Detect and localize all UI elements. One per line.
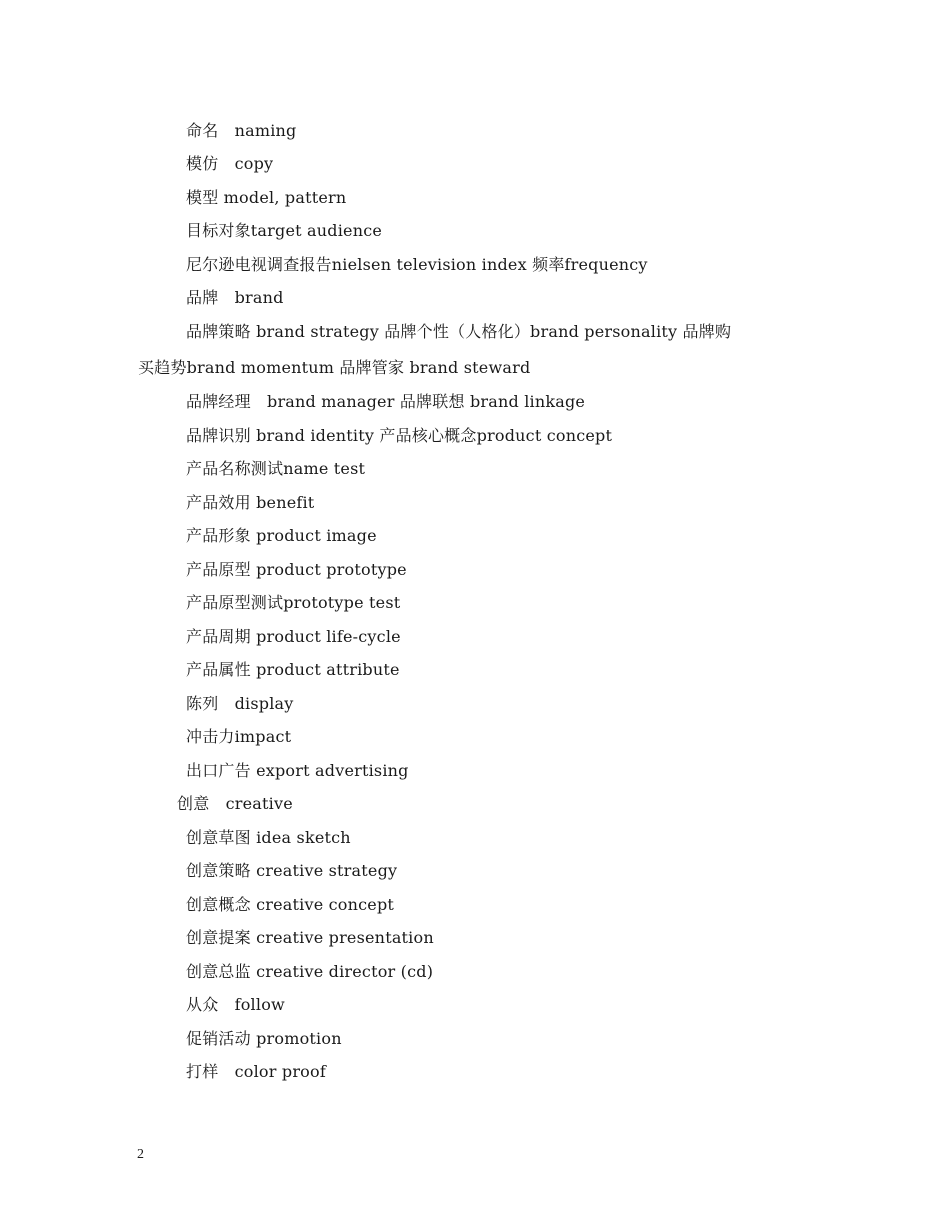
- glossary-entry: 目标对象target audience: [186, 221, 383, 240]
- page-number: 2: [137, 1147, 144, 1162]
- glossary-entry: 产品原型测试prototype test: [186, 593, 401, 612]
- glossary-entry: 产品形象 product image: [186, 526, 377, 545]
- glossary-entry: 品牌经理 brand manager 品牌联想 brand linkage: [186, 392, 586, 411]
- glossary-entry: 品牌 brand: [186, 288, 284, 307]
- glossary-entry: 创意概念 creative concept: [186, 895, 395, 914]
- glossary-entry: 创意策略 creative strategy: [186, 861, 398, 880]
- glossary-entry: 出口广告 export advertising: [186, 761, 409, 780]
- glossary-entry: 模仿 copy: [186, 154, 274, 173]
- glossary-entry: 品牌策略 brand strategy 品牌个性（人格化）brand personality 品牌购: [186, 322, 732, 341]
- glossary-entry: 产品属性 product attribute: [186, 660, 400, 679]
- glossary-entry: 命名 naming: [186, 121, 297, 140]
- glossary-entry: 模型 model, pattern: [186, 188, 347, 207]
- glossary-entry: 冲击力impact: [186, 727, 292, 746]
- glossary-entry: 产品名称测试name test: [186, 459, 366, 478]
- glossary-entry: 从众 follow: [186, 995, 285, 1014]
- glossary-entry: 创意总监 creative director (cd): [186, 962, 434, 981]
- glossary-entry: 创意 creative: [177, 794, 293, 813]
- glossary-entry: 创意提案 creative presentation: [186, 928, 434, 947]
- glossary-entry: 促销活动 promotion: [186, 1029, 342, 1048]
- glossary-entry: 产品效用 benefit: [186, 493, 315, 512]
- glossary-entry: 品牌识别 brand identity 产品核心概念product concept: [186, 426, 613, 445]
- glossary-entry-continuation: 买趋势brand momentum 品牌管家 brand steward: [138, 358, 531, 377]
- glossary-entry: 打样 color proof: [186, 1062, 326, 1081]
- glossary-entry: 陈列 display: [186, 694, 294, 713]
- glossary-entry: 创意草图 idea sketch: [186, 828, 351, 847]
- glossary-entry: 产品周期 product life-cycle: [186, 627, 401, 646]
- glossary-entry: 尼尔逊电视调查报告nielsen television index 频率frequency: [186, 255, 648, 274]
- glossary-entry: 产品原型 product prototype: [186, 560, 407, 579]
